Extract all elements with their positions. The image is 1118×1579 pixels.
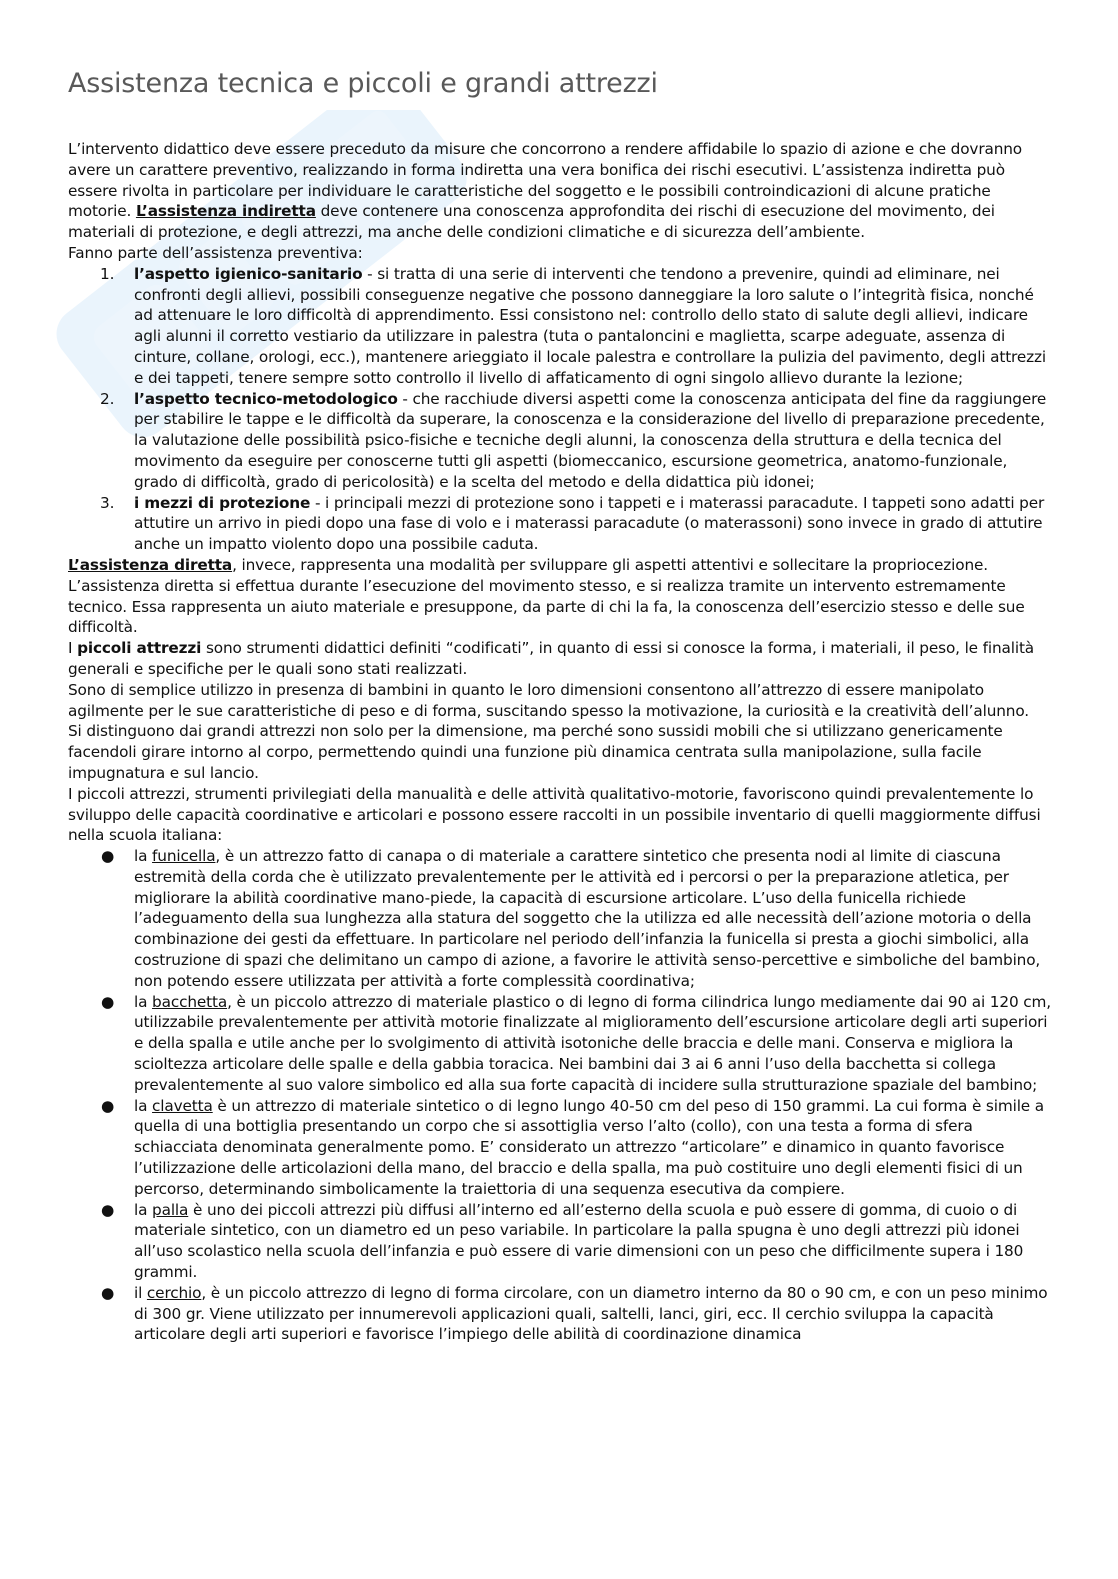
list-item [101, 1096, 1054, 1200]
tool-text: è uno dei piccoli attrezzi più diffusi all’interno ed all’esterno della scuola e può essere di gomma, di cuoio o di materiale sintetico, con un diametro ed un peso variabile. In particolare la palla spugna è uno degli attrezzi più idonei all’uso scolastico nella scuola dell’infanzia e può essere di varie dimensioni con un peso che difficilmente supera i 180 grammi. [134, 1200, 1024, 1282]
direct-assistance-paragraph [68, 555, 1054, 638]
list-text: - si tratta di una serie di interventi che tendono a prevenire, quindi ad eliminare, nei confronti degli allievi, possibili conseguenze negative che possono danneggiare la loro salute o l’integrità fisica, nonché ad attenuare le loro difficoltà di apprendimento. Essi consistono nel: controllo dello stato di salute degli allievi, indicare agli alunni il corretto vestiario da utilizzare in palestra (tuta o pantaloncini e maglietta, scarpe adeguate, assenza di cinture, collane, orologi, ecc.), mantenere arieggiato il locale palestra e controllare la pulizia del pavimento, degli attrezzi e dei tappeti, tenere sempre sotto controllo il livello di affaticamento di ogni singolo allievo durante la lezione; [134, 264, 1046, 387]
list-item [100, 389, 1054, 493]
tool-term: clavetta [152, 1096, 213, 1115]
tool-term: palla [152, 1200, 189, 1219]
simple-use-paragraph: Sono di semplice utilizzo in presenza di bambini in quanto le loro dimensioni consentono all’attrezzo di essere manipolato agilmente per le sue caratteristiche di peso e di forma, suscitando spesso la motivazione, la curiosità e la creatività dell’alunno. [68, 680, 1029, 720]
distinguish-paragraph: Si distinguono dai grandi attrezzi non solo per la dimensione, ma perché sono sussidi mobili che si utilizzano genericamente facendoli girare intorno al corpo, permettendo quindi una funzione più dinamica centrata sulla manipolazione, sulla facile impugnatura e sul lancio. [68, 722, 1003, 782]
list-text: - i principali mezzi di protezione sono i tappeti e i materassi paracadute. I tappeti sono adatti per attutire un arrivo in piedi dopo una fase di volo e i materassi paracadute (o materassoni) sono invece in grado di attutire anche un impatto violento dopo una possibile caduta. [134, 493, 1045, 554]
small-pre: I [68, 639, 78, 658]
tools-list [68, 846, 1054, 1345]
list-item [100, 264, 1054, 389]
tool-term: cerchio [146, 1283, 202, 1302]
direct-text: , invece, rappresenta una modalità per sviluppare gli aspetti attentivi e sollecitare la propriocezione. L’assistenza diretta si effettua durante l’esecuzione del movimento stesso, e si realizza tramite un intervento estremamente tecnico. Essa rappresenta un aiuto materiale e presuppone, da parte di chi la fa, la conoscenza dell’esercizio stesso e delle sue difficoltà. [68, 555, 1025, 637]
tool-term: bacchetta [152, 992, 228, 1011]
intro-text: L’intervento didattico deve essere preceduto da misure che concorrono a rendere affidabile lo spazio di azione e che dovranno avere un carattere preventivo, realizzando in forma indiretta una vera bonifica dei rischi esecutivi. L’assistenza indiretta può essere rivolta in particolare per individuare le caratteristiche del soggetto e le possibili controindicazioni di alcune pratiche motorie. [68, 140, 1022, 221]
preventive-list [68, 264, 1054, 555]
list-term: l’aspetto igienico-sanitario [134, 264, 363, 283]
list-item [100, 493, 1054, 555]
list-item [101, 846, 1054, 992]
intro-paragraph [68, 139, 1054, 243]
list-item [101, 1283, 1054, 1345]
list-number: 3. [100, 493, 115, 512]
tool-pre: il [134, 1283, 147, 1302]
bullet: ● [101, 1096, 115, 1115]
intro-rest: deve contenere una conoscenza approfondita dei rischi di esecuzione del movimento, dei materiali di protezione, e degli attrezzi, ma anche delle condizioni climatiche e di sicurezza dell’ambiente. [68, 202, 995, 242]
bullet: ● [101, 1200, 115, 1219]
bullet: ● [101, 992, 115, 1011]
small-term: piccoli attrezzi [77, 639, 202, 658]
list-text: - che racchiude diversi aspetti come la conoscenza anticipata del fine da raggiungere per stabilire le tappe e le difficoltà da superare, la conoscenza e la considerazione del livello di preparazione precedente, la valutazione delle possibilità psico-fisiche e tecniche degli alunni, la conoscenza della struttura e della tecnica del movimento da eseguire per conoscerne tutti gli aspetti (biomeccanico, escursione geometrica, anatomo-funzionale, grado di difficoltà, grado di pericolosità) e la scelta del metodo e della didattica più idonei; [134, 389, 1047, 491]
list-item [101, 1200, 1054, 1283]
bullet: ● [101, 1283, 115, 1302]
list-term: l’aspetto tecnico-metodologico [134, 389, 398, 408]
tool-pre: la [134, 847, 153, 866]
direct-term: L’assistenza diretta [68, 555, 233, 574]
list-number: 2. [100, 389, 115, 408]
intro-term: L’assistenza indiretta [135, 202, 316, 221]
tool-pre: la [134, 1096, 153, 1115]
bullet: ● [101, 847, 115, 866]
tool-text: è un attrezzo di materiale sintetico o di legno lungo 40-50 cm del peso di 150 grammi. La cui forma è simile a quella di una bottiglia presentando un corpo che si assottiglia verso l’alto (collo), con una testa a forma di sfera schiacciata denominata generalmente pomo. E’ considerato un attrezzo “articolare” e dinamico in quanto favorisce l’utilizzazione delle articolazioni della mano, del braccio e della spalla, ma può costituire uno degli elementi fisici di un percorso, determinando simbolicamente la traiettoria di una sequenza esecutiva da compiere. [134, 1096, 1045, 1198]
preventive-intro: Fanno parte dell’assistenza preventiva: [68, 243, 363, 262]
list-number: 1. [100, 264, 115, 283]
small-text: sono strumenti didattici definiti “codificati”, in quanto di essi si conosce la forma, i materiali, il peso, le finalità generali e specifiche per le quali sono stati realizzati. [68, 639, 1035, 678]
tool-term: funicella [152, 847, 216, 866]
tool-text: , è un piccolo attrezzo di legno di forma circolare, con un diametro interno da 80 o 90 cm, e con un peso minimo di 300 gr. Viene utilizzato per innumerevoli applicazioni quali, saltelli, lanci, giri, ecc. Il cerchio sviluppa la capacità articolare degli arti superiori e favorisce l’impiego delle abilità di coordinazione dinamica [134, 1283, 1048, 1344]
page-title: Assistenza tecnica e piccoli e grandi attrezzi [68, 68, 658, 99]
list-item [101, 992, 1054, 1096]
document-body [68, 139, 1054, 1345]
inventory-paragraph: I piccoli attrezzi, strumenti privilegiati della manualità e delle attività qualitativo-motorie, favoriscono quindi prevalentemente lo sviluppo delle capacità coordinative e articolari e possono essere raccolti in un possibile inventario di quelli maggiormente diffusi nella scuola italiana: [68, 784, 1041, 845]
small-tools-paragraph [68, 638, 1054, 680]
list-term: i mezzi di protezione [134, 493, 311, 512]
tool-pre: la [134, 1200, 153, 1219]
tool-pre: la [134, 992, 153, 1011]
tool-text: , è un attrezzo fatto di canapa o di materiale a carattere sintetico che presenta nodi al limite di ciascuna estremità della corda che è utilizzato prevalentemente per le attività ed i percorsi o per la preparazione atletica, per migliorare la abilità coordinative mano-piede, la capacità di escursione articolare. L’uso della funicella richiede l’adeguamento della sua lunghezza alla statura del soggetto che la utilizza ed alle necessità dell’azione motoria o della combinazione dei gesti da effettuare. In particolare nel periodo dell’infanzia la funicella si presta a giochi simbolici, alla costruzione di spazi che delimitano un campo di azione, a favorire le attività senso-percettive e simboliche del bambino, non potendo essere utilizzata per attività a forte complessità coordinativa; [134, 847, 1041, 990]
tool-text: , è un piccolo attrezzo di materiale plastico o di legno di forma cilindrica lungo mediamente dai 90 ai 120 cm, utilizzabile prevalentemente per attività motorie finalizzate al miglioramento dell’escursione articolare degli arti superiori e della spalla e utile anche per lo svolgimento di attività isotoniche delle braccia e delle mani. Conserva e migliora la scioltezza articolare delle spalle e della gabbia toracica. Nei bambini dai 3 ai 6 anni l’uso della bacchetta si collega prevalentemente al suo valore simbolico ed alla sua forte capacità di incidere sulla strutturazione spaziale del bambino; [134, 992, 1051, 1094]
